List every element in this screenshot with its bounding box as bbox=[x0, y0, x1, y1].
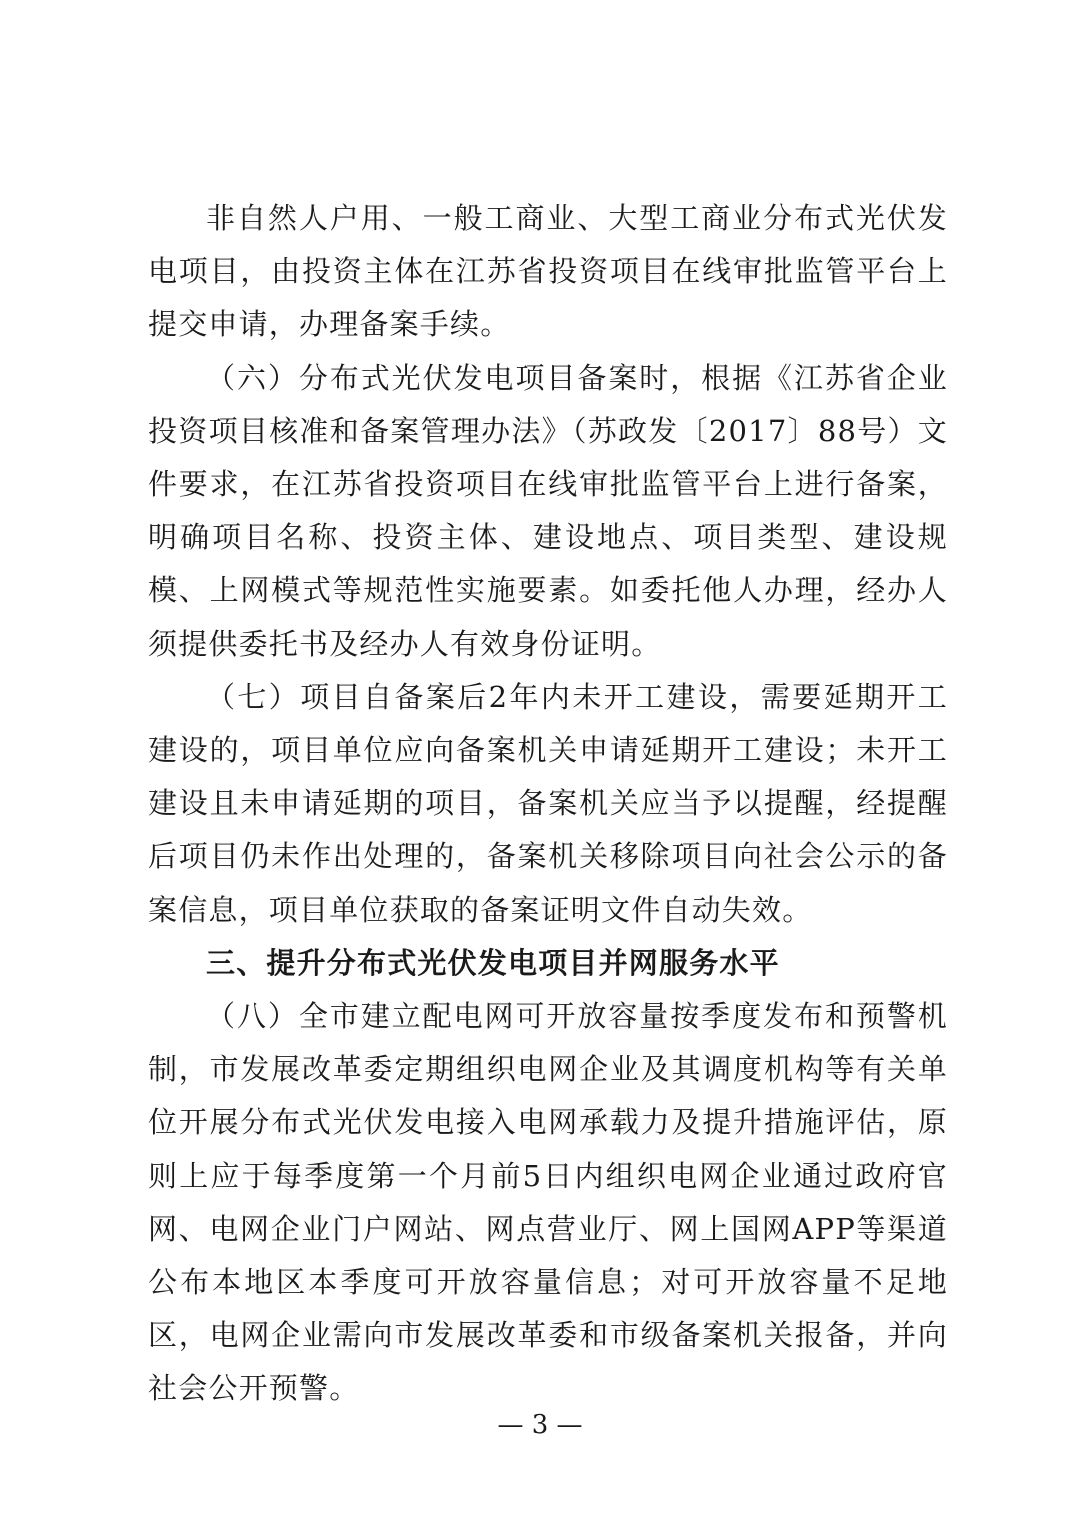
paragraph-item-8-grid-capacity: （八）全市建立配电网可开放容量按季度发布和预警机制，市发展改革委定期组织电网企业及其调度机构等有关单位开展分布式光伏发电接入电网承载力及提升措施评估，原则上应于每季度第一个月前5日内组织电网企业通过政府官网、电网企业门户网站、网点营业厅、网上国网APP等渠道公布本地区本季度可开放容量信息；对可开放容量不足地区，电网企业需向市发展改革委和市级备案机关报备，并向社会公开预警。 bbox=[148, 999, 948, 1406]
section-heading-3: 三、提升分布式光伏发电项目并网服务水平 bbox=[206, 945, 780, 980]
paragraph-filing-entities: 非自然人户用、一般工商业、大型工商业分布式光伏发电项目，由投资主体在江苏省投资项目在线审批监管平台上提交申请，办理备案手续。 bbox=[148, 201, 948, 342]
paragraph-item-7-construction-deadline: （七）项目自备案后2年内未开工建设，需要延期开工建设的，项目单位应向备案机关申请延期开工建设；未开工建设且未申请延期的项目，备案机关应当予以提醒，经提醒后项目仍未作出处理的，备案机关移除项目向社会公示的备案信息，项目单位获取的备案证明文件自动失效。 bbox=[148, 679, 948, 927]
document-body bbox=[148, 192, 948, 1416]
paragraph-item-6-filing-requirements: （六）分布式光伏发电项目备案时，根据《江苏省企业投资项目核准和备案管理办法》（苏政发〔2017〕88号）文件要求，在江苏省投资项目在线审批监管平台上进行备案，明确项目名称、投资主体、建设地点、项目类型、建设规模、上网模式等规范性实施要素。如委托他人办理，经办人须提供委托书及经办人有效身份证明。 bbox=[148, 360, 948, 661]
page-number: — 3 — bbox=[497, 1410, 583, 1440]
